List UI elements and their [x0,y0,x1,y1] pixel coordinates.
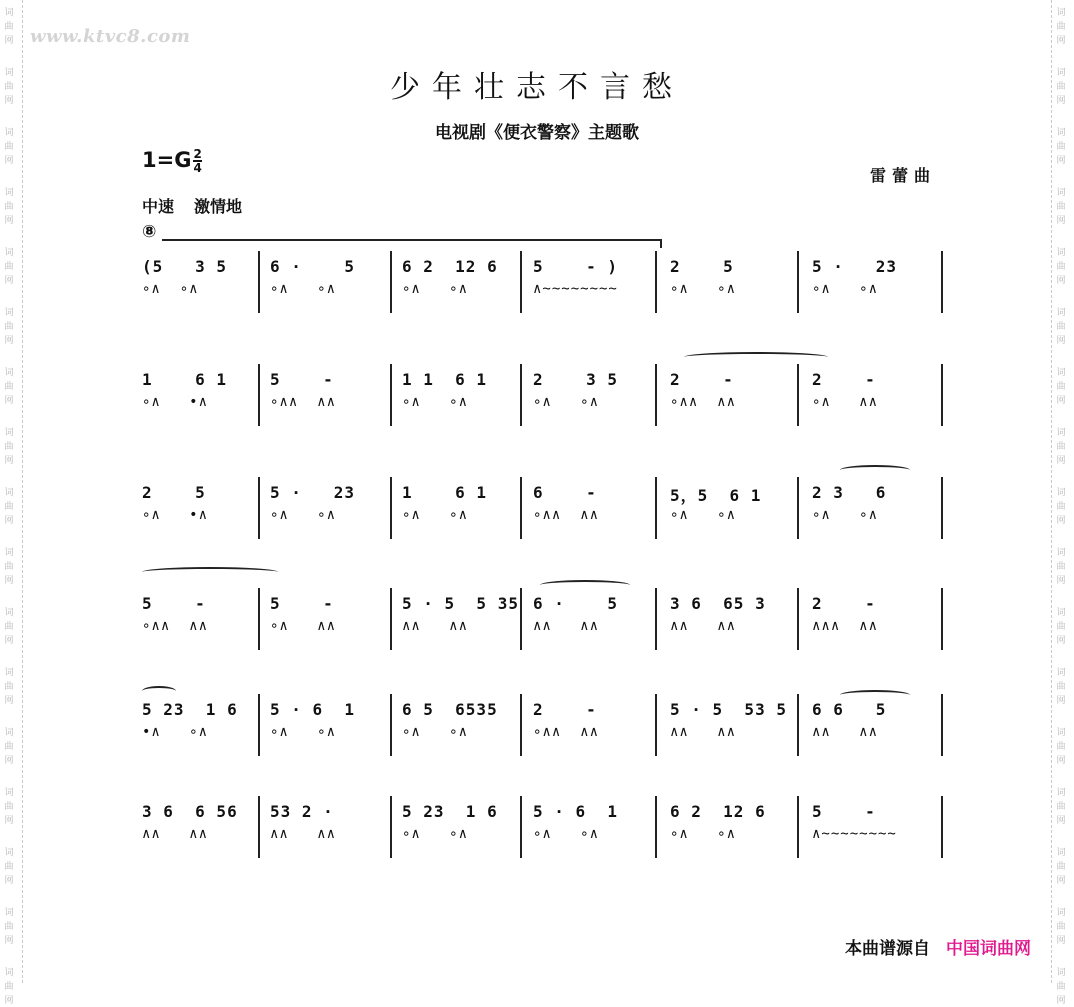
watermark-char: 词 [1056,68,1066,78]
measure-strokes: ∘∧ ∘∧ [270,281,337,297]
measure-notes: 6 · 5 [533,594,619,613]
octave-line-end [660,239,662,248]
barline [258,588,260,650]
measure-strokes: ∧∧ ∧∧ [402,618,469,634]
watermark-char: 词 [1056,908,1066,918]
barline [797,588,799,650]
watermark-char: 词 [1056,188,1066,198]
watermark-char: 词 [4,548,14,558]
barline [941,477,943,539]
barline [797,251,799,313]
watermark-char: 曲 [1056,82,1066,92]
barline [655,694,657,756]
measure-strokes: ∧∧ ∧∧ [670,724,737,740]
measure-notes: 5 · 23 [270,483,356,502]
footer-source [845,934,1031,959]
measure-notes: 2 - [812,370,876,389]
measure-strokes: ∘∧ ∧∧ [812,394,879,410]
slur [840,690,910,700]
measure-strokes: ∘∧ ∘∧ [402,826,469,842]
tempo-expression: 激情地 [194,197,243,216]
watermark-char: 网 [4,96,14,106]
barline [655,477,657,539]
watermark-char: 曲 [1056,142,1066,152]
watermark-char: 曲 [4,682,14,692]
watermark-char: 网 [1056,216,1066,226]
measure-notes: 2 3 6 [812,483,887,502]
watermark-char: 曲 [4,502,14,512]
measure-notes: 6 2 12 6 [670,802,766,821]
key-label: 1=G [142,148,192,172]
measure-strokes: ∘∧∧ ∧∧ [533,507,600,523]
measure-strokes: ∘∧ ∘∧ [812,507,879,523]
watermark-char: 词 [1056,848,1066,858]
watermark-char: 词 [1056,728,1066,738]
watermark-char: 曲 [1056,502,1066,512]
watermark-char: 词 [4,308,14,318]
watermark-char: 曲 [1056,382,1066,392]
barline [797,796,799,858]
measure-notes: 6 6 5 [812,700,887,719]
watermark-char: 曲 [1056,982,1066,992]
barline [797,477,799,539]
watermark-char: 词 [1056,8,1066,18]
measure-notes: 5 · 6 1 [270,700,356,719]
measure-notes: 5 · 5 53 5 [670,700,787,719]
watermark-char: 词 [1056,968,1066,978]
measure-notes: 1 1 6 1 [402,370,488,389]
measure-strokes: ∧∧ ∧∧ [533,618,600,634]
watermark-char: 网 [1056,36,1066,46]
watermark-char: 词 [1056,248,1066,258]
measure-strokes: ∘∧ ∘∧ [670,281,737,297]
measure-notes: 5 - [270,370,334,389]
measure-strokes: •∧ ∘∧ [142,724,209,740]
barline [258,694,260,756]
watermark-char: 网 [1056,456,1066,466]
watermark-char: 曲 [1056,622,1066,632]
measure-strokes: ∘∧ ∘∧ [402,394,469,410]
watermark-char: 词 [4,428,14,438]
measure-notes: 1 6 1 [402,483,488,502]
measure-strokes: ∘∧∧ ∧∧ [142,618,209,634]
footer-brand: 中国词曲网 [946,939,1031,959]
watermark-char: 网 [1056,756,1066,766]
barline [520,796,522,858]
measure-notes: 6 - [533,483,597,502]
site-watermark: www.ktvc8.com [30,26,191,47]
barline [258,364,260,426]
measure-notes: 2 5 [670,257,734,276]
measure-notes: 2 - [812,594,876,613]
octave-mark: ⑧ [142,222,157,242]
slur [840,465,910,475]
watermark-char: 词 [1056,428,1066,438]
barline [520,251,522,313]
watermark-char: 曲 [4,262,14,272]
watermark-char: 词 [1056,308,1066,318]
barline [655,796,657,858]
measure-strokes: ∧∧ ∧∧ [812,724,879,740]
measure-notes: 5 - ) [533,257,619,276]
watermark-char: 曲 [1056,682,1066,692]
measure-strokes: ∧~~~~~~~~ [812,826,897,842]
measure-notes: 5 - [812,802,876,821]
watermark-char: 词 [1056,368,1066,378]
barline [941,588,943,650]
slur [142,686,176,696]
barline [655,251,657,313]
measure-notes: 2 - [670,370,734,389]
meter-bottom: 4 [193,161,202,175]
watermark-char: 曲 [1056,442,1066,452]
watermark-char: 网 [4,696,14,706]
barline [390,251,392,313]
watermark-char: 词 [1056,128,1066,138]
time-signature [193,148,201,174]
barline [520,588,522,650]
watermark-char: 词 [4,248,14,258]
measure-strokes: ∧∧ ∧∧ [142,826,209,842]
barline [655,364,657,426]
measure-strokes: ∧∧∧ ∧∧ [812,618,879,634]
watermark-char: 网 [1056,336,1066,346]
measure-notes: (5 3 5 [142,257,228,276]
barline [390,694,392,756]
watermark-char: 曲 [4,142,14,152]
watermark-char: 词 [1056,668,1066,678]
measure-notes: 6 5 6535 [402,700,498,719]
watermark-char: 曲 [4,322,14,332]
watermark-char: 网 [4,396,14,406]
measure-strokes: ∧∧ ∧∧ [670,618,737,634]
watermark-char: 网 [1056,696,1066,706]
watermark-char: 词 [1056,608,1066,618]
measure-notes: 53 2 · [270,802,334,821]
barline [390,477,392,539]
watermark-char: 网 [1056,276,1066,286]
measure-strokes: ∘∧ ∘∧ [670,507,737,523]
right-watermark-strip [1051,0,1074,1006]
measure-strokes: ∘∧ ∧∧ [270,618,337,634]
measure-strokes: ∘∧ ∘∧ [812,281,879,297]
tempo-speed: 中速 [142,197,175,216]
barline [655,588,657,650]
measure-strokes: ∘∧ •∧ [142,394,209,410]
watermark-char: 词 [4,908,14,918]
barline [520,477,522,539]
song-title: 少年壮志不言愁 [390,70,684,105]
measure-notes: 6 · 5 [270,257,356,276]
measure-notes: 2 - [533,700,597,719]
watermark-char: 词 [4,368,14,378]
song-subtitle: 电视剧《便衣警察》主题歌 [435,123,639,143]
watermark-char: 网 [1056,96,1066,106]
measure-notes: 5 23 1 6 [142,700,238,719]
watermark-char: 曲 [1056,922,1066,932]
slur [684,352,828,362]
watermark-char: 曲 [1056,262,1066,272]
watermark-char: 网 [4,576,14,586]
watermark-char: 网 [4,336,14,346]
measure-strokes: ∘∧ ∘∧ [402,507,469,523]
left-watermark-strip [0,0,23,1006]
watermark-char: 曲 [4,202,14,212]
barline [941,694,943,756]
watermark-char: 曲 [4,802,14,812]
watermark-char: 曲 [4,562,14,572]
watermark-char: 词 [1056,548,1066,558]
measure-strokes: ∘∧ ∘∧ [533,826,600,842]
barline [390,364,392,426]
measure-notes: 5 · 6 1 [533,802,619,821]
watermark-char: 曲 [1056,802,1066,812]
watermark-char: 曲 [4,982,14,992]
measure-strokes: ∧~~~~~~~~ [533,281,618,297]
measure-strokes: ∘∧∧ ∧∧ [533,724,600,740]
watermark-char: 词 [1056,488,1066,498]
tempo-marking [142,194,242,217]
watermark-char: 网 [1056,636,1066,646]
watermark-char: 网 [4,756,14,766]
watermark-char: 网 [1056,876,1066,886]
measure-strokes: ∘∧∧ ∧∧ [270,394,337,410]
barline [520,364,522,426]
measure-notes: 5 - [270,594,334,613]
watermark-char: 曲 [4,622,14,632]
slur [540,580,630,590]
watermark-char: 词 [4,968,14,978]
measure-notes: 6 2 12 6 [402,257,498,276]
watermark-char: 网 [4,456,14,466]
measure-notes: 5 · 23 [812,257,898,276]
watermark-char: 曲 [4,82,14,92]
watermark-char: 网 [4,276,14,286]
watermark-char: 词 [4,188,14,198]
watermark-char: 曲 [1056,562,1066,572]
watermark-char: 曲 [1056,202,1066,212]
measure-notes: 5，5 6 1 [670,486,762,505]
watermark-char: 网 [4,36,14,46]
measure-notes: 2 5 [142,483,206,502]
watermark-char: 网 [1056,996,1066,1006]
watermark-char: 网 [1056,156,1066,166]
watermark-char: 曲 [1056,742,1066,752]
watermark-char: 曲 [1056,22,1066,32]
watermark-char: 网 [1056,816,1066,826]
barline [390,588,392,650]
watermark-char: 网 [4,996,14,1006]
slur [142,567,278,577]
watermark-char: 曲 [4,382,14,392]
watermark-char: 网 [4,876,14,886]
watermark-char: 网 [4,636,14,646]
measure-notes: 5 23 1 6 [402,802,498,821]
measure-strokes: ∘∧ ∘∧ [402,281,469,297]
measure-strokes: ∘∧ ∘∧ [402,724,469,740]
watermark-char: 词 [4,788,14,798]
footer-source-label: 本曲谱源自 [845,939,930,959]
octave-line [162,239,662,241]
watermark-char: 曲 [4,442,14,452]
measure-strokes: ∘∧∧ ∧∧ [670,394,737,410]
barline [520,694,522,756]
watermark-char: 网 [4,936,14,946]
composer: 雷蕾曲 [870,166,937,185]
measure-strokes: ∘∧ ∘∧ [270,507,337,523]
measure-strokes: ∘∧ ∘∧ [270,724,337,740]
barline [390,796,392,858]
watermark-char: 网 [4,156,14,166]
watermark-char: 词 [4,848,14,858]
measure-notes: 1 6 1 [142,370,228,389]
measure-strokes: ∘∧ •∧ [142,507,209,523]
watermark-char: 曲 [4,742,14,752]
key-signature [142,148,202,174]
barline [258,251,260,313]
measure-notes: 2 3 5 [533,370,619,389]
watermark-char: 曲 [4,922,14,932]
measure-strokes: ∘∧ ∘∧ [533,394,600,410]
watermark-char: 网 [4,816,14,826]
watermark-char: 网 [1056,396,1066,406]
barline [941,796,943,858]
measure-notes: 3 6 6 56 [142,802,238,821]
watermark-char: 网 [1056,516,1066,526]
measure-strokes: ∧∧ ∧∧ [270,826,337,842]
barline [941,364,943,426]
watermark-char: 词 [4,8,14,18]
barline [941,251,943,313]
watermark-char: 词 [4,668,14,678]
measure-strokes: ∘∧ ∘∧ [670,826,737,842]
barline [797,364,799,426]
watermark-char: 词 [4,608,14,618]
watermark-char: 词 [4,728,14,738]
watermark-char: 网 [4,516,14,526]
watermark-char: 网 [1056,576,1066,586]
barline [258,477,260,539]
watermark-char: 曲 [4,862,14,872]
watermark-char: 词 [4,68,14,78]
measure-notes: 5 - [142,594,206,613]
barline [797,694,799,756]
watermark-char: 曲 [1056,862,1066,872]
watermark-char: 网 [1056,936,1066,946]
watermark-char: 词 [4,488,14,498]
measure-strokes: ∘∧ ∘∧ [142,281,199,297]
watermark-char: 词 [4,128,14,138]
watermark-char: 网 [4,216,14,226]
watermark-char: 曲 [1056,322,1066,332]
watermark-char: 词 [1056,788,1066,798]
barline [258,796,260,858]
watermark-char: 曲 [4,22,14,32]
meter-top: 2 [193,147,202,161]
measure-notes: 3 6 65 3 [670,594,766,613]
measure-notes: 5 · 5 5 35 [402,594,519,613]
